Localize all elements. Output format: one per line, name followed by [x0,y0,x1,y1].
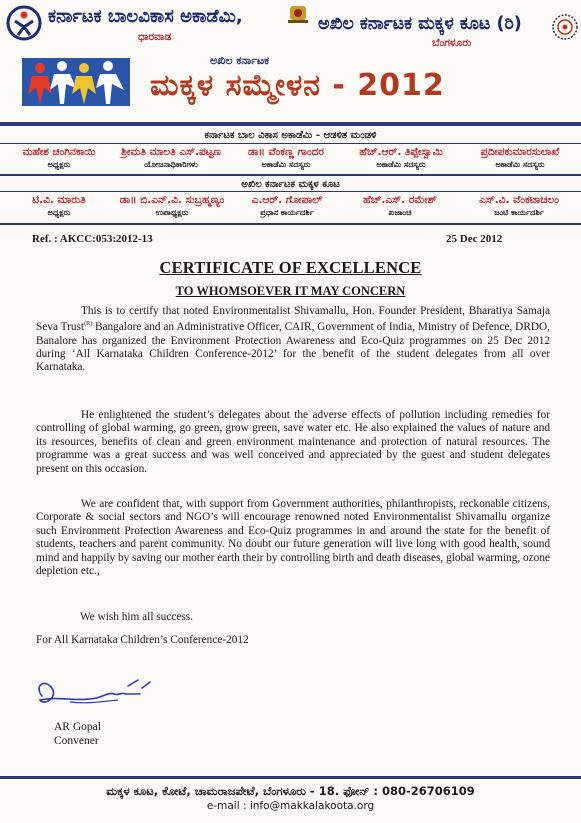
band-bottom-rule [0,223,581,225]
certificate-title: CERTIFICATE OF EXCELLENCE [159,258,422,277]
signer-title: Convener [54,735,99,747]
koota-city: ಬೆಂಗಳೂರು [432,37,472,49]
member-name: ಹೆಚ್.ಆರ್. ತಿಪ್ಪೇಸ್ವಾಮಿ [359,146,443,158]
committee-member [342,194,458,218]
state-emblem-icon [286,2,310,24]
committee-member [112,194,232,218]
member-name: ಎಸ್.ವಿ. ವೆಂಕಟಾಚಲಂ [479,194,559,206]
reference-number: Ref. : AKCC:053:2012-13 [32,233,153,245]
member-role: ಅಕಾಡೆಮಿ ಸದಸ್ಯರು [261,160,311,169]
conference-title: ಮಕ್ಕಳ ಸಮ್ಮೇಳನ - 2012 [150,68,445,103]
academy-board-heading: ಕರ್ನಾಟಕ ಬಾಲ ವಿಕಾಸ ಅಕಾಡೆಮಿ - ಆಡಳಿತ ಮಂಡಳಿ [204,130,377,141]
member-role: ಅಧ್ಯಕ್ಷರು [47,208,71,217]
member-role: ಜಂಟಿ ಕಾರ್ಯದರ್ಶಿ [494,208,544,217]
paragraph-3: We are confident that, with support from Government authorities, philanthropists, reckonable citizens, Corporate & social sectors and NGO’s will encourage renowned noted Environmentalist Shivamallu organize such Environment Protection Awareness and Eco-Quiz programmes in and around the state for the benefit of students, teachers and parent community. No doubt our future generation will live long with good health, sound mind and happily by saving our mother earth their by controlling birth and death diseases, global warming, ozone depletion etc., [36,498,550,578]
board-member [460,146,580,170]
letter-date: 25 Dec 2012 [446,233,503,245]
member-name: ಡಾ॥ ವೆಂಕಣ್ಣ ಗಾಂದರ [248,146,324,158]
signatory [54,720,101,748]
academy-logo [6,5,42,41]
signer-name: AR Gopal [54,721,101,733]
academy-city: ಧಾರವಾಡ [138,31,172,43]
conference-prefix: ಅಖಿಲ ಕರ್ನಾಟಕ [210,54,270,67]
member-name: ಶ್ರೀಮತಿ ಮಾಲತಿ ಎಸ್.ಪಟ್ಟಣ [121,146,221,158]
member-role: ಪ್ರಧಾನ ಕಾರ್ಯದರ್ಶಿ [260,208,314,217]
member-role: ಉಪಾಧ್ಯಕ್ಷರು [155,208,189,217]
member-role: ಅಕಾಡೆಮಿ ಸದಸ್ಯರು [376,160,426,169]
koota-name: ಅಖಿಲ ಕರ್ನಾಟಕ ಮಕ್ಕಳ ಕೂಟ (ರಿ) [318,14,522,34]
member-role: ಯೋಜನಾಧಿಕಾರಿಗಳು [144,160,198,169]
member-role: ಅಕಾಡೆಮಿ ಸದಸ್ಯರು [495,160,545,169]
closing-line: For All Karnataka Children’s Conference-2012 [36,634,249,646]
member-name: ಎ.ಆರ್. ಗೋಪಾಲ್ [251,194,323,206]
handwritten-signature [30,672,160,722]
paragraph-2: He enlightened the student’s delegates about the adverse effects of pollution including remedies for controlling of global warming, go green, grow green, save water etc. He also explained the values of nature and its resources, benefits of clean and green environment maintenance and protection of natural resources. The programme was a great success and was well conceived and appreciated by the guest and student delegates present on this occasion. [36,409,550,475]
band-separator [0,174,581,176]
paragraph-1-part-a: This is to certify that noted Environmentalist Shivamallu, Hon. Founder President, Bharatiya Samaja Seva Trust [36,305,550,334]
footer-divider [0,776,581,779]
band2-top-rule [0,191,581,192]
member-name: ಟಿ.ವಿ. ಮಾರುತಿ [32,194,86,206]
committee-member [4,194,114,218]
koota-committee-heading: ಅಖಿಲ ಕರ್ನಾಟಕ ಮಕ್ಕಳ ಕೂಟ [241,179,340,190]
footer-email: e-mail : info@makkalakoota.org [206,800,375,812]
committee-member [458,194,580,218]
registered-mark: (R) [84,321,93,328]
footer-address: ಮಕ್ಕಳ ಕೂಟ, ಕೋಟೆ, ಚಾಮರಾಜಪೇಟೆ, ಬೆಂಗಳೂರು - 18. ಫೋನ್ : 080-26706109 [106,784,475,798]
band1-top-rule [0,143,581,144]
member-role: ಅಧ್ಯಕ್ಷರು [47,160,71,169]
children-conference-logo [22,52,130,110]
member-name: ಡಾ॥ ಬಿ.ಎನ್.ವಿ. ಸುಬ್ರಹ್ಮಣ್ಯಂ [119,194,225,206]
board-member [230,146,342,170]
board-member [112,146,230,170]
paragraph-1-part-b: Bangalore and an Administrative Officer, CAIR, Government of India, Ministry of Defence, DRDO, Banalore has organized the Environment Protection Awareness and Eco-Quiz programmes on 25 Dec 2012 during ‘All Karnataka Children Conference-2012’ for the benefit of the student delegates from all over Karnataka. [36,321,551,374]
paragraph-4: We wish him all success. [80,611,193,623]
board-member [4,146,114,170]
board-member [342,146,460,170]
paragraph-1 [36,305,550,375]
koota-logo [552,10,578,44]
member-name: ಮಹೇಶ ಚಿಂಗಿನಕಾಯಿ [22,146,96,158]
header-divider [0,122,581,126]
certificate-subtitle: TO WHOMSOEVER IT MAY CONCERN [175,284,406,298]
member-role: ಖಜಾಂಚಿ [388,208,412,217]
member-name: ಪ್ರದೀಪಕುಮಾರಸುಲಾಖೆ [480,146,560,158]
member-name: ಹೆಚ್.ಎಸ್. ರಮೇಶ್ [363,194,437,206]
academy-name: ಕರ್ನಾಟಕ ಬಾಲವಿಕಾಸ ಅಕಾಡೆಮಿ, [48,6,243,27]
committee-member [232,194,342,218]
